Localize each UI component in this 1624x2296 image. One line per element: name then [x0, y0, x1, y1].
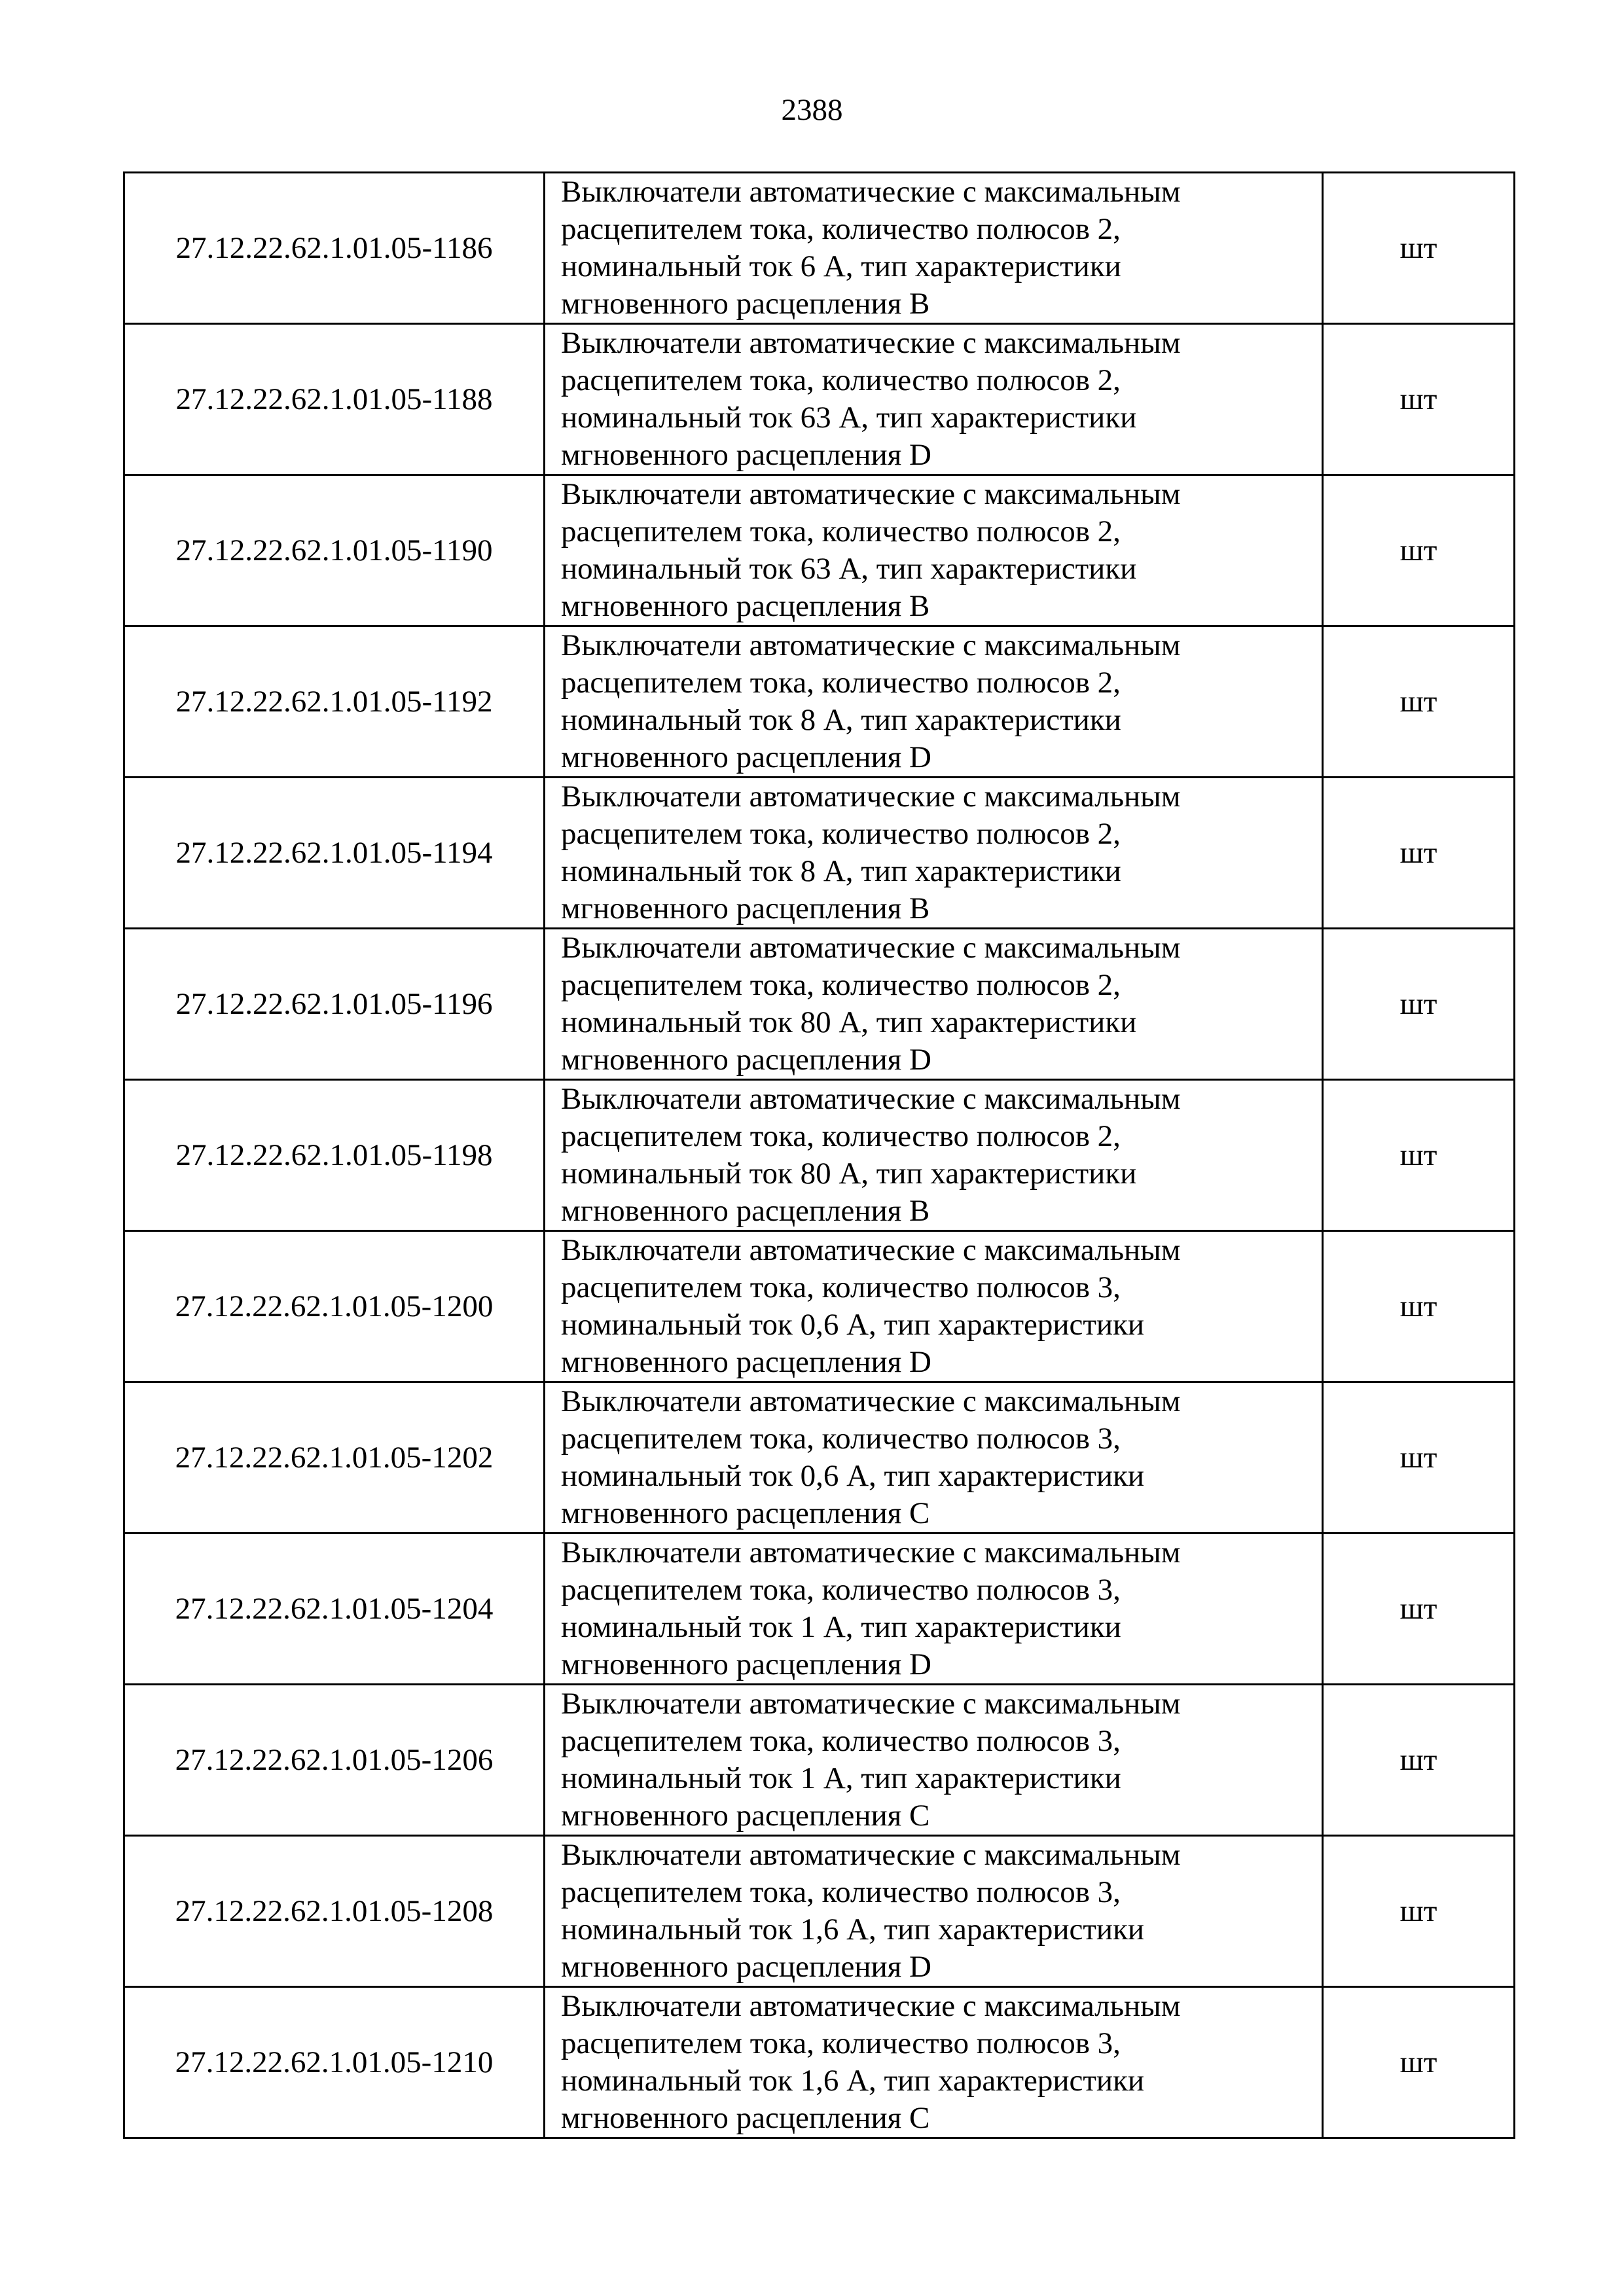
item-description: Выключатели автоматические с максимальным расцепителем тока, количество полюсов 3, номинальный ток 0,6 А, тип характеристики мгновенного расцепления C: [545, 1382, 1323, 1534]
table-row: [124, 929, 1515, 1080]
item-description: Выключатели автоматические с максимальным расцепителем тока, количество полюсов 2, номинальный ток 63 А, тип характеристики мгновенного расцепления B: [545, 475, 1323, 626]
item-unit: шт: [1323, 1080, 1515, 1231]
item-description: Выключатели автоматические с максимальным расцепителем тока, количество полюсов 2, номинальный ток 80 А, тип характеристики мгновенного расцепления D: [545, 929, 1323, 1080]
item-description: Выключатели автоматические с максимальным расцепителем тока, количество полюсов 2, номинальный ток 80 А, тип характеристики мгновенного расцепления B: [545, 1080, 1323, 1231]
item-code: 27.12.22.62.1.01.05-1206: [124, 1685, 545, 1836]
table-row: [124, 1987, 1515, 2138]
item-description: Выключатели автоматические с максимальным расцепителем тока, количество полюсов 2, номинальный ток 63 А, тип характеристики мгновенного расцепления D: [545, 324, 1323, 475]
catalog-table: [123, 171, 1515, 2139]
item-unit: шт: [1323, 626, 1515, 778]
item-code: 27.12.22.62.1.01.05-1200: [124, 1231, 545, 1382]
table-row: [124, 1685, 1515, 1836]
item-code: 27.12.22.62.1.01.05-1188: [124, 324, 545, 475]
table-row: [124, 1080, 1515, 1231]
table-row: [124, 1534, 1515, 1685]
item-code: 27.12.22.62.1.01.05-1186: [124, 173, 545, 324]
table-row: [124, 1836, 1515, 1987]
item-code: 27.12.22.62.1.01.05-1204: [124, 1534, 545, 1685]
item-unit: шт: [1323, 778, 1515, 929]
item-code: 27.12.22.62.1.01.05-1196: [124, 929, 545, 1080]
table-row: [124, 475, 1515, 626]
table-row: [124, 1382, 1515, 1534]
item-unit: шт: [1323, 173, 1515, 324]
table-row: [124, 324, 1515, 475]
item-description: Выключатели автоматические с максимальным расцепителем тока, количество полюсов 2, номинальный ток 8 А, тип характеристики мгновенного расцепления B: [545, 778, 1323, 929]
item-description: Выключатели автоматические с максимальным расцепителем тока, количество полюсов 3, номинальный ток 1 А, тип характеристики мгновенного расцепления C: [545, 1685, 1323, 1836]
item-description: Выключатели автоматические с максимальным расцепителем тока, количество полюсов 3, номинальный ток 1 А, тип характеристики мгновенного расцепления D: [545, 1534, 1323, 1685]
table-row: [124, 626, 1515, 778]
item-description: Выключатели автоматические с максимальным расцепителем тока, количество полюсов 3, номинальный ток 0,6 А, тип характеристики мгновенного расцепления D: [545, 1231, 1323, 1382]
item-unit: шт: [1323, 324, 1515, 475]
item-unit: шт: [1323, 475, 1515, 626]
item-code: 27.12.22.62.1.01.05-1210: [124, 1987, 545, 2138]
item-description: Выключатели автоматические с максимальным расцепителем тока, количество полюсов 2, номинальный ток 6 А, тип характеристики мгновенного расцепления B: [545, 173, 1323, 324]
item-code: 27.12.22.62.1.01.05-1208: [124, 1836, 545, 1987]
item-description: Выключатели автоматические с максимальным расцепителем тока, количество полюсов 2, номинальный ток 8 А, тип характеристики мгновенного расцепления D: [545, 626, 1323, 778]
item-code: 27.12.22.62.1.01.05-1198: [124, 1080, 545, 1231]
item-description: Выключатели автоматические с максимальным расцепителем тока, количество полюсов 3, номинальный ток 1,6 А, тип характеристики мгновенного расцепления C: [545, 1987, 1323, 2138]
item-code: 27.12.22.62.1.01.05-1192: [124, 626, 545, 778]
item-unit: шт: [1323, 1231, 1515, 1382]
item-unit: шт: [1323, 1987, 1515, 2138]
item-description: Выключатели автоматические с максимальным расцепителем тока, количество полюсов 3, номинальный ток 1,6 А, тип характеристики мгновенного расцепления D: [545, 1836, 1323, 1987]
table-row: [124, 173, 1515, 324]
page-number: 2388: [781, 93, 843, 127]
item-code: 27.12.22.62.1.01.05-1202: [124, 1382, 545, 1534]
item-unit: шт: [1323, 1382, 1515, 1534]
item-unit: шт: [1323, 1685, 1515, 1836]
item-unit: шт: [1323, 929, 1515, 1080]
item-code: 27.12.22.62.1.01.05-1190: [124, 475, 545, 626]
table-row: [124, 1231, 1515, 1382]
item-code: 27.12.22.62.1.01.05-1194: [124, 778, 545, 929]
item-unit: шт: [1323, 1836, 1515, 1987]
table-row: [124, 778, 1515, 929]
item-unit: шт: [1323, 1534, 1515, 1685]
